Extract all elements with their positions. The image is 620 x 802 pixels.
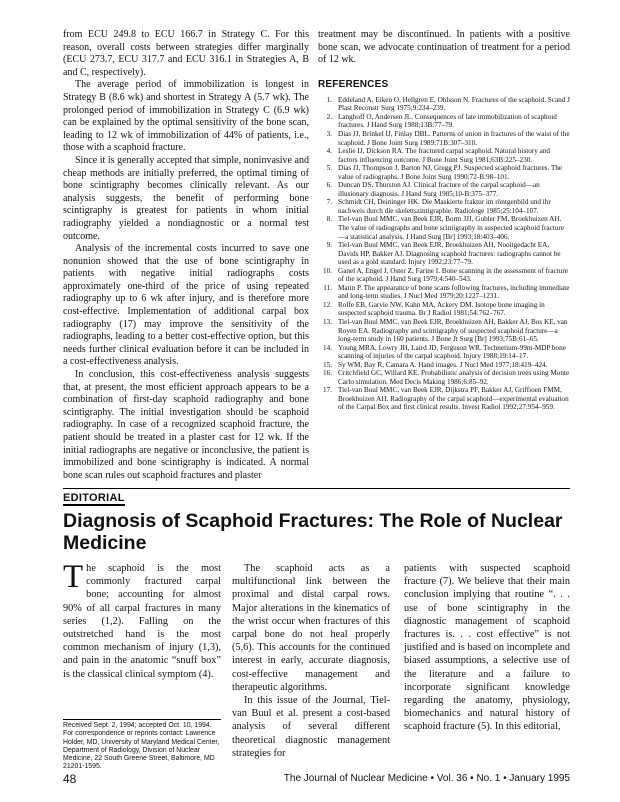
reference-item <box>318 267 570 284</box>
reference-item <box>318 96 570 113</box>
reference-text: Eddeland A, Eiken O, Hellgren E, Ohlsson N. Fractures of the scaphoid. Scand J Plast Reconstr Surg 1975;9:234–239. <box>338 95 570 113</box>
editorial-label: EDITORIAL <box>63 492 125 504</box>
reference-text: Langhoff O, Andersen JL. Consequences of late immobilization of scaphoid fractures. J Hand Surg 1988;13B:77–79. <box>338 112 557 130</box>
paragraph: patients with suspected scaphoid fracture (7). We believe that their main conclusion implying that routine “. . . use of bone scintigraphy in the diagnostic management of scaphoid fractures is. . . cost effective” is not justified and is based on incomplete and biased assumptions, a selective use of the literature and a failure to incorporate significant knowledge regarding the anatomy, physiology, biomechanics and natural history of scaphoid fracture (5). In this editorial, <box>404 563 570 733</box>
reference-item <box>318 147 570 164</box>
right-column <box>318 29 570 412</box>
reference-text: Ganel A, Engel J, Oster Z, Farine I. Bone scanning in the assessment of fracture of the scaphoid. J Hand Surg 1979;4:540–543. <box>338 266 568 284</box>
reference-number: 17. <box>323 386 332 395</box>
editorial-column-2 <box>232 562 390 760</box>
reference-number: 7. <box>326 198 332 207</box>
paragraph: Since it is generally accepted that simple, noninvasive and cheap methods are initially preferred, the optimal timing of bone scintigraphy becomes clinically relevant. As our analysis suggests, the benefit of performing bone scintigraphy is greatest for patients in whom initial radiography yielded a nondiagnostic or a normal test outcome. <box>63 154 309 242</box>
paragraph: The scaphoid acts as a multifunctional link between the proximal and distal carpal rows. Major alterations in the kinematics of the wrist occur when fractures of this carpal bone do not heal properly (5,6). This accounts for the continued interest in early, accurate diagnosis, cost-effective management and therapeutic algorithms. <box>232 563 390 693</box>
paragraph: In this issue of the Journal, Tiel-van Buul et al. present a cost-based analysis of several different theoretical diagnostic management strategies for <box>232 695 390 759</box>
reference-text: Critchfield GC, Willard KE. Probabilistic analysis of decision trees using Monte Carlo simulation. Med Decis Making 1986;6:85–92. <box>338 369 570 386</box>
reference-item <box>318 318 570 344</box>
reference-number: 8. <box>326 215 332 224</box>
reference-number: 11. <box>323 283 332 292</box>
reference-text: Schmidt CH, Deininger HK. Die Maskierte fraktur im röntgenbild und ihr nachweis durch die skelettszintigraphie. Radiologe 1985;25:104–107. <box>338 198 551 215</box>
reference-text: Tiel-van Buul MMC, van Beek EJR, Dijkstra PF, Bakker AJ, Griffioen FMM, Broekhuizen AH. Radiography of the carpal scaphoid—experimental evaluation of the Carpal Box and first clinical results. Invest Radiol 1992;27:954–959. <box>338 386 569 412</box>
reference-number: 14. <box>323 343 332 352</box>
reference-text: Leslie IJ, Dickson RA. The fractured carpal scaphoid. Natural history and factors influencing outcome. J Bone Joint Surg 1981;63B:225–230. <box>338 147 551 164</box>
paragraph: Analysis of the incremental costs incurred to save one nonunion showed that the use of bone scintigraphy in patients with negative initial radiographs costs approximately one-third of the price of using repeated radiography up to 6 wk after injury, and is therefore more cost-effective. Implementation of additional carpal box radiography (17) may improve the sensitivity of the radiographs, leading to a better cost-effective option, but this needs further clinical evaluation before it can be included in a cost-effectiveness analysis. <box>63 243 309 368</box>
reference-text: Tiel-van Buul MMC, van Beek EJR, Broekhuizen AH, Nooitgedacht EA, Davids HP, Bakker AJ. Diagnosing scaphoid fractures: radiographs cannot be used as a gold standard. Injury 1992;23:77–79. <box>338 241 561 267</box>
paragraph: In conclusion, this cost-effectiveness analysis suggests that, at present, the most efficient approach appears to be a combination of first-day scaphoid radiography and bone scintigraphy. The initial investigation should be scaphoid radiography. In case of a recognized scaphoid fracture, the patient should be treated in a plaster cast for 12 wk. If the initial radiographs are negative or inconclusive, the patient is immobilized and bone scintigraphy is indicated. A normal bone scan rules out scaphoid fractures and plaster <box>63 369 309 481</box>
reference-number: 4. <box>326 147 332 156</box>
reference-item <box>318 198 570 215</box>
reference-item <box>318 386 570 412</box>
reference-item <box>318 215 570 241</box>
reference-text: Young MRA, Lowry JH, Laird JD, Ferguson WR. Technetium-99m-MDP bone scanning of injuries of the carpal scaphoid. Injury 1988;19:14–17. <box>338 343 566 361</box>
reference-text: Tiel-van Buul MMC, van Beek EJR, Broekhuizen AH, Bakker AJ, Bos KE, van Royen EA. Radiography and scintigraphy of suspected scaphoid fracture—a long-term study in 160 patients. J Bone Jt Surg [Br] 1993;75B:61–65. <box>338 318 568 344</box>
left-column <box>63 29 309 482</box>
page-number: 48 <box>63 772 77 786</box>
journal-citation: The Journal of Nuclear Medicine • Vol. 36 • No. 1 • January 1995 <box>283 773 570 784</box>
reference-item <box>318 344 570 361</box>
reference-item <box>318 164 570 181</box>
reference-text: Dias JJ, Brinkel IJ, Finlay DBL. Patterns of union in fractures of the waist of the scaphoid. J Bone Joint Surg 1989;71B:307–310. <box>338 129 570 147</box>
editorial-column-1 <box>63 559 221 681</box>
references-heading: REFERENCES <box>318 78 389 90</box>
paragraph: from ECU 249.8 to ECU 166.7 in Strategy C. For this reason, overall costs between strategies differ marginally (ECU 273.7, ECU 317.7 and ECU 316.1 in Strategies A, B and C, respectively). <box>63 29 309 78</box>
reference-item <box>318 284 570 301</box>
reference-number: 13. <box>323 318 332 326</box>
reference-number: 1. <box>326 95 332 104</box>
reference-text: Rolfe EB, Garvie NW, Kahn MA, Ackery DM. Isotope bone imaging in suspected scaphoid trauma. Br J Radiol 1981;54:762–767. <box>338 300 545 318</box>
reference-text: Matin P. The appearance of bone scans following fractures, including immediate and long-term studies. J Nucl Med 1979;20:1227–1231. <box>338 283 570 301</box>
reference-number: 10. <box>323 266 332 275</box>
reference-item <box>318 301 570 318</box>
section-divider <box>63 488 570 489</box>
reference-number: 9. <box>326 241 332 250</box>
footnote-correspondence: For correspondence or reprints contact: Lawrence Holder, MD, University of Maryland Medical Center, Department of Radiology, Division of Nuclear Medicine, 22 South Greene Street, Baltimore, MD 21201-1595. <box>63 730 220 771</box>
editorial-title: Diagnosis of Scaphoid Fractures: The Role of Nuclear Medicine <box>63 510 563 554</box>
footnote-received: Received Sept. 2, 1994; accepted Oct. 10, 1994. <box>63 722 212 729</box>
reference-number: 3. <box>326 129 332 138</box>
reference-text: Sy WM, Bay R, Camara A. Hand images. J Nucl Med 1977;18:419–424. <box>338 360 548 369</box>
editorial-column-3 <box>404 562 570 734</box>
paragraph: treatment may be discontinued. In patients with a positive bone scan, we advocate continuation of treatment for a period of 12 wk. <box>318 29 570 66</box>
reference-item <box>318 241 570 267</box>
reference-list <box>318 96 570 412</box>
reference-text: Duncan DS, Thurston AJ. Clinical fracture of the carpal scaphoid—an illusionary diagnosis. J Hand Surg 1985;10-B:375–377. <box>338 181 540 198</box>
reference-number: 5. <box>326 164 332 173</box>
reference-number: 16. <box>323 369 332 378</box>
reference-item <box>318 361 570 370</box>
footnote <box>63 719 221 772</box>
reference-text: Tiel-van Buul MMC, van Beek EJR, Borm JJJ, Gubler FM, Broekhuizen AH. The value of radiographs and bone scintigraphy in suspected scaphoid fracture—a statistical analysis. J Hand Surg [Br] 1993;18:403–406. <box>338 215 564 241</box>
reference-number: 6. <box>326 181 332 190</box>
paragraph: The average period of immobilization is longest in Strategy B (8.6 wk) and shortest in Strategy A (5.7 wk). The prolonged period of immobilization in Strategy C (6.9 wk) can be explained by the optimal sensitivity of the bone scan, leading to 12 wk of immobilization of 44% of patients, i.e., those with a scaphoid fracture. <box>63 79 309 154</box>
reference-number: 2. <box>326 112 332 121</box>
reference-item <box>318 113 570 130</box>
reference-number: 12. <box>323 300 332 309</box>
reference-number: 15. <box>323 360 332 369</box>
reference-item <box>318 181 570 198</box>
reference-item <box>318 130 570 147</box>
drop-cap: T <box>63 559 84 595</box>
reference-text: Dias JJ, Thompson J, Barton NJ, Gregg PJ. Suspected scaphoid fractures. The value of radiographs. J Bone Joint Surg 1990;72-B:98–101. <box>338 164 563 181</box>
reference-item <box>318 369 570 386</box>
paragraph: he scaphoid is the most commonly fractured carpal bone; accounting for almost 90% of all carpal fractures in many series (1,2). Falling on the outstretched hand is the most common mechanism of injury (1,3), and pain in the anatomic “snuff box” is the classical clinical symptom (4). <box>63 563 221 680</box>
